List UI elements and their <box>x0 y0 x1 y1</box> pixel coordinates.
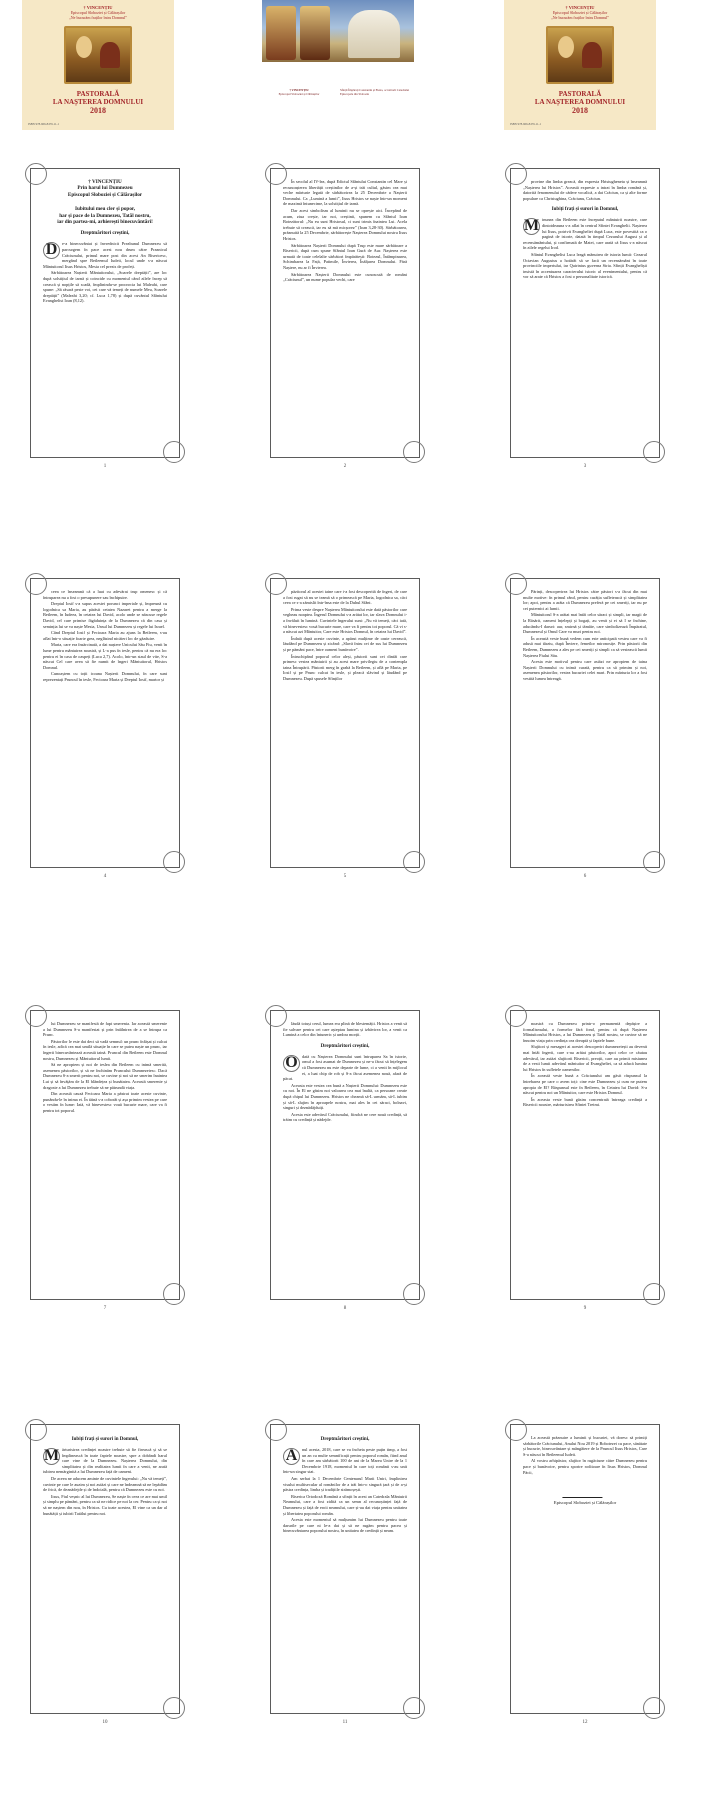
paragraph: Păstorilor le este dat deci să vadă semnul: un prunc înfășat și culcat în iesle, adică cea mai umilă situație în care se putea naște un prunc, iar îngerii binecuvântează această taină. Pruncul din Betleem este Domnul nostru, Dumnezeu și Mântuitorul lumii. <box>43 1038 167 1061</box>
paragraph: Îndată după aceste cuvinte, a apărut mulțime de oaste cerească, lăudând pe Dumnezeu și zicând: „Slavă întru cei de sus lui Dumnezeu și pe pământ pace, între oameni bunăvoire”. <box>283 635 407 652</box>
page-number: 3 <box>583 464 587 469</box>
page-6[interactable] <box>510 578 660 879</box>
page-9[interactable] <box>510 1010 660 1311</box>
page-number: 12 <box>582 1720 588 1725</box>
paragraph: provine din limba greacă, din expresia Hristugheneia și înseamnă „Nașterea lui Hristos”. Această expresie a intrat în limba română și, datorită fenomenului de cădere vocalică, a dat Crăciun, ca și alte forme populare ca Christughina, Crăciunu, Crăciun. <box>523 179 647 201</box>
paragraph: Slujitori și mesageri ai acestei descoperiri dumnezeiești au devenit mai întâi îngerii, care s-au arătat păstorilor, apoi celor ce căutau adevărul, iar astăzi slujitorii Bisericii, preoții, care au primit misiunea de a vesti lumii adevărul mântuitor al Evangheliei, ca să aducă lumina lui Hristos în sufletele oamenilor. <box>523 1044 647 1072</box>
paragraph: La această prăznuire a luminii și bucuriei, vă doresc să primiți sărbătorile Crăciunului, Anului Nou 2019 și Bobotezei cu pace, sănătate și bucurie, binecuvântare și mângâiere de la Pruncul Iisus Hristos, Care S-a născut în Betleemul Iudeii. <box>523 1435 647 1457</box>
cover-photo <box>262 0 414 62</box>
cover-isbn: ISBN 978-606-8479-11-1 <box>28 122 59 126</box>
page-5[interactable] <box>270 578 420 879</box>
page-11[interactable] <box>270 1424 420 1725</box>
paragraph: păzitorul al acestei taine care i-a fost descoperită de îngeri, de care a fost rugat să nu se teamă să o primească pe Maria, logodnica sa, căci ceea ce s-a zămislit într-însa este de la Duhul Sfânt. <box>283 589 407 606</box>
paragraph: Acesta este motivul pentru care astăzi ne apropiem de taina Nașterii Domnului cu inimă curată, pentru ca să primim și noi, asemenea păstorilor, vestea bucuriei celei mari. Prin mărturia lor a fost vestită lumea întreagă. <box>523 659 647 681</box>
saint-icon <box>266 6 296 60</box>
paragraph: ărturisirea credinței noastre trebuie să fie firească și să se împlinească în toate faptele noastre, spre a dobândi harul care vine de la Dumnezeu. Nașterea Domnului, din simplitatea și din realitatea lumii în care a venit, ne arată iubirea nemărginită a lui Dumnezeu față de oameni. <box>43 1447 167 1475</box>
front-cover[interactable] <box>22 0 174 130</box>
paragraph: Sărbătoarea Nașterii Domnului este cunoscută de români „Crăciunul”, un nume popular vechi, care <box>283 271 407 283</box>
signature-title: Episcopul Sloboziei și Călărașilor <box>553 1500 617 1506</box>
paragraph: De aceea ne aducem aminte de cuvintele îngerului: „Nu vă temeți”, cuvinte pe care le auzim și noi astăzi și care ne îndeamnă să ne lepădăm de frică, de deznădejde și de îndoială, pentru că Dumnezeu este cu noi. <box>43 1475 167 1493</box>
paragraph: Sărbătoarea Nașterii Mântuitorului, „Soarele dreptății”, are loc după solstițiul de iarnă și coincide cu momentul când zilele încep să crească și nopțile să scadă, împlinindu-se proorocia lui Maleahi, care spune: „Să răsară peste voi, cei care vă temeți de numele Meu, Soarele dreptății” (Maleahi 3,20; cf. Luca 1,78) și după cuvântul Sfântului Evanghelist Ioan (8,12). <box>43 270 167 304</box>
paragraph: inunea din Betleem este începutul mântuirii noastre, care dintotdeauna s-a aflat în centrul Sfintei Evanghelii. Nașterea lui Iisus, potrivit Evangheliei după Luca, este povestită ca o pagină de istorie, datată în timpul Cezarului August și al recensământului, și confirmată de Matei, care arată că Iisus s-a născut în zilele regelui Irod. <box>523 217 647 251</box>
paragraph: Dreptul Iosif s-a supus acestei porunci imperiale și, împreună cu logodnica sa Maria, au părăsit cetatea Nazaret pentru a merge la Betleem, în Iudeea, în cetatea lui David, acolo unde se născuse regele David, cel care primise făgăduința de la Dumnezeu că din casa și seminția lui se va naște Mesia, Unsul lui Dumnezeu și regele lui Israel. <box>43 601 167 629</box>
paragraph: Să ne apropiem și noi de ieslea din Betleem cu inimă smerită, asemenea păstorilor, și să ne închinăm Pruncului Dumnezeiesc. Dacă Dumnezeu S-a smerit pentru noi, se cuvine și noi să ne smerim înaintea Lui și să învățăm de la El blândețea și bunătatea. Această smerenie și dragoste a lui Dumnezeu trebuie să ne pătrundă viața. <box>43 1062 167 1090</box>
back-cover-caption-right: Sfinții Împărați Constantin și Elena, ocrotitorii Catedralei Episcopale din Slobozia <box>340 88 410 96</box>
paragraph: Părinți, descoperirea lui Hristos către păstori s-a făcut din mai multe motive: în primul rând, pentru curăția sufletească și simplitatea lor; apoi, pentru a arăta că Dumnezeu preferă pe cei smeriți, iar nu pe cei puternici ai lumii. <box>523 589 647 611</box>
paragraph: lui Dumnezeu se manifestă de fapt smerenia. Iar această smerenie a lui Dumnezeu S-a manifestat și prin întâlnirea de a se întrupa ca Prunc. <box>43 1021 167 1038</box>
cover-year: 2018 <box>572 106 588 115</box>
paragraph: În aceasta veste bună găsim concentrată întreaga credință a Bisericii noastre, mărturisirea Sfintei Treimi. <box>523 1096 647 1108</box>
cover-publisher: † VINCENȚIU Episcopul Sloboziei și Călărașilor „Ne bucurăm fraților întru Domnul” <box>69 5 127 20</box>
page-number: 10 <box>102 1720 108 1725</box>
section-title: Dreptmăritori creștini, <box>320 1437 370 1442</box>
page-number: 9 <box>583 1306 587 1311</box>
drop-cap: O <box>283 1055 300 1072</box>
cover-isbn: ISBN 978-606-8479-11-1 <box>510 122 541 126</box>
page-8[interactable] <box>270 1010 420 1311</box>
cover-title: PASTORALĂ LA NAȘTEREA DOMNULUI <box>534 90 626 106</box>
letter-header: † VINCENȚIU Prin harul lui Dumnezeu Episcopul Sloboziei și Călărașilor <box>67 179 143 198</box>
paragraph: Sfântul Evanghelist Luca leagă mânuirea de istoria lumii: Cezarul Octavian Augustus a hotărât să se facă un recensământ în toate provinciile imperiului, iar Quirinius guverna Siria. Sfinții Evangheliști insistă în accentuarea caracterului istoric al evenimentului, pentru că vor să arate că Hristos a fost o personalitate istorică. <box>523 251 647 280</box>
paragraph: Când Dreptul Iosif și Fecioara Maria au ajuns la Betleem, s-au aflat într-o situație foarte grea, neglăsind nicăieri loc de găzduire. <box>43 630 167 641</box>
paragraph: Din această cauză Fecioara Maria a păstrat toate aceste cuvinte, punându-le în inima ei. În tăină s-a coborât și așa primim vestea pe care o vestim în lume: Iată, vă binevestesc vouă bucurie mare, care va fi pentru tot poporul. <box>43 1091 167 1113</box>
cover-year: 2018 <box>90 106 106 115</box>
page-10[interactable] <box>30 1424 180 1725</box>
page-2[interactable] <box>270 168 420 469</box>
drop-cap: M <box>44 1447 60 1464</box>
paragraph: Sărbătoarea Nașterii Domnului după Trup este mare sărbătoare a Bisericii, după cum spune Sfântul Ioan Gură de Aur. Nașterea este urmată de toate celelalte sărbători împărătești: Botezul, Întâmpinarea, Schimbarea la Față, Patimile, Învierea, Înălțarea Domnului. Fără Naștere, nu ar fi Învierea. <box>283 242 407 270</box>
paragraph: nul acesta, 2018, care se va încheia peste puțin timp, a fost un an cu multe semnificații pentru poporul român, fiind anul în care am sărbătorit 100 de ani de la Marea Unire de la 1 Decembrie 1918, momentul în care toți românii s-au unit într-un singur stat. <box>283 1447 407 1475</box>
paragraph: Întruchipând poporul celor aleși, păstorii sunt cei dintâi care primesc vestea mântuirii și au acest mare privilegiu de a contempla taina Întrupării. Păstorii merg în grabă la Betleem, și află pe Maria, pe Iosif și pe Prunc culcat în iesle, și pleacă slăvind și lăudând pe Dumnezeu. După spusele Sfinților <box>283 653 407 681</box>
paragraph: noastră cu Dumnezeu printr-o permanentă depășire a formalismului, a formelor fără fond, pentru că după Nașterea Mântuitorului Hristos, a lui Dumnezeu și Tatăl nostru, se cuvine să ne înnoim viața prin credința cea dreaptă și faptele bune. <box>523 1021 647 1043</box>
cover-publisher: † VINCENȚIU Episcopul Sloboziei și Călărașilor „Ne bucurăm fraților întru Domnul” <box>551 5 609 20</box>
page-number: 6 <box>583 874 587 879</box>
page-12[interactable] <box>510 1424 660 1725</box>
paragraph: Iisus, Fiul veșnic al lui Dumnezeu, Se naște în ceea ce are mai umil și simplu pe pământ, pentru ca să ne ridice pe noi la cer. Pentru ca și noi să ne naștem din nou, în Hristos. Cu toate acestea, El vine ca un dar al bunătății și iubirii Tatălui pentru noi. <box>43 1493 167 1516</box>
paragraph: e-a binecuvântat și învrednicit Preabunul Dumnezeu să parcurgem în pace acest nou drum către Praznicul Crăciunului, primul mare post din acest An Bisericesc, mergând spre Betleemul Iudeii, locul unde s-a născut Mântuitorul Iisus Hristos, Mesia cel prezis de profeți. <box>43 241 167 269</box>
paragraph: Dar acest simbolism al luminii nu se oprește aici. Începând de acum, ziua crește, iar noi, creștinii, spunem cu Sfântul Ioan Botezătorul: „Nu eu sunt Hristosul, ci sunt trimis înaintea Lui. Acela trebuie să crească, iar eu să mă micșorez” (Ioan 3,28-30). Sărbătoarea, prăznuită la 25 Decembrie, sărbătorește Nașterea Domnului nostru Iisus Hristos. <box>283 207 407 241</box>
paragraph: Mântuitorul S-a arătat mai întâi celor săraci și simpli, iar magii de la Răsărit, oameni înțelepți și bogați, au venit și ei să I se închine, aducându-I daruri: aur, smirnă și tămâie, care simbolizează Împăratul, Dumnezeul și Omul Care va muri pentru noi. <box>523 612 647 635</box>
page-number: 2 <box>343 464 347 469</box>
section-title: Iubiți frați și surori în Domnul, <box>551 207 619 213</box>
paragraph: Biserica Ortodoxă Română a sfințit în acest an Catedrala Mântuirii Neamului, care a fost zidită ca un semn al recunoștinței față de Dumnezeu și față de eroii neamului, care și-au dat viața pentru unitatea și libertatea poporului român. <box>283 1493 407 1516</box>
paragraph: Maria, care era însărcinată, a dat naștere Unicului Său Fiu, venit în lume pentru mântuirea noastră, și L-a pus în iesle, pentru că nu era loc pentru ei în casa de oaspeți (Luca 2,7). Acolo, într-un staul de vite, S-a născut Cel care avea să fie numit de îngeri Mântuitorul, Hristos Domnul. <box>43 642 167 670</box>
front-cover-repeat[interactable] <box>504 0 656 130</box>
page-number: 11 <box>342 1720 348 1725</box>
paragraph: Acesta este adevărul Crăciunului, fiindcă ne cere nouă credință, să trăim cu credință și nădejde. <box>283 1111 407 1123</box>
signature-mark <box>562 1483 607 1498</box>
back-cover[interactable] <box>262 0 414 130</box>
page-7[interactable] <box>30 1010 180 1311</box>
section-title: Dreptmăritori creștini, <box>320 1043 370 1049</box>
page-number: 4 <box>103 874 107 879</box>
page-number: 7 <box>103 1306 107 1311</box>
page-4[interactable] <box>30 578 180 879</box>
paragraph: În această veste bună vedem cum este anticipată vestea care va fi adusă mai târziu, după Înviere, femeilor mironosițe. Prin păstorii din Betleem, Dumnezeu a ales pe cei smeriți și simpli ca să vestească lumii Nașterea Fiului Său. <box>523 635 647 658</box>
drop-cap: M <box>524 217 540 235</box>
section-title: Iubiți frați și surori în Domnul, <box>71 1437 139 1442</box>
drop-cap: D <box>43 242 60 259</box>
paragraph: În această veste bună a Crăciunului am găsit răspunsul la întrebarea pe care o avem toți: cine este Dumnezeu și cum ne putem apropia de El? Răspunsul este în Betleem, în Cetatea lui David: S-a născut pentru noi un Mântuitor, care este Hristos Domnul. <box>523 1073 647 1096</box>
paragraph: În secolul al IV-lea, după Edictul Sfântului Constantin cel Mare și recunoașterea libertății creștinilor de a-și trăi cultul, găsim cea mai veche mărturie legată de sărbătorirea la 25 Decembrie a Nașterii Domnului. Ca „Lumină a lumii”, Iisus Hristos se naște într-un moment de maximă întunecime, la solstițiul de iarnă. <box>283 179 407 207</box>
paragraph: Aceasta este vestea cea bună a Nașterii Domnului: Dumnezeu este cu noi. În El ne găsim noi valoarea cea mai înaltă, ca persoane create după chipul lui Dumnezeu. Hristos ne cheamă să-L urmăm, să-L iubim și să-L slujim în aproapele nostru, mai ales în cei săraci, bolnavi, singuri și deznădăjduiți. <box>283 1082 407 1111</box>
drop-cap: A <box>283 1448 300 1465</box>
section-title: Dreptmăritori creștini, <box>80 231 130 237</box>
cover-title: PASTORALĂ LA NAȘTEREA DOMNULUI <box>52 90 144 106</box>
nativity-icon <box>64 26 132 84</box>
page-number: 8 <box>343 1306 347 1311</box>
cathedral-image <box>348 10 400 58</box>
paragraph: Acesta este momentul să mulțumim lui Dumnezeu pentru toate darurile pe care ni le-a dat și să ne rugăm pentru pacea și binecuvântarea poporului nostru, în unitatea de credință și neam. <box>283 1517 407 1534</box>
paragraph: Am serbat la 1 Decembrie Centenarul Marii Uniri, împlinirea visului multisecular al românilor de a trăi într-o singură țară și de a-și păstra credința, limba și tradițiile strămoșești. <box>283 1475 407 1493</box>
paragraph: Prima veste despre Nașterea Mântuitorului este dată păstorilor care vegheau noaptea. Îngerul Domnului s-a arătat lor, iar slava Domnului i-a învăluit în lumină. Cuvintele îngerului sunt: „Nu vă temeți, căci iată, vă binevestesc vouă bucurie mare, care va fi pentru tot poporul. Că vi s-a născut azi Mântuitor, Care este Hristos Domnul, în cetatea lui David”. <box>283 606 407 635</box>
page-number: 1 <box>103 464 107 469</box>
nativity-icon <box>546 26 614 84</box>
page-number: 5 <box>343 874 347 879</box>
paragraph: Al vostru arhipăstor, slujitor în rugăciune către Dumnezeu pentru pace și bunăvoire, pentru sporire roditoare în Iisus Hristos, Domnul Păcii, <box>523 1458 647 1475</box>
page-3[interactable] <box>510 168 660 469</box>
paragraph: Cunoaștem cu toții icoana Nașterii Domnului, în care sunt reprezentați Pruncul în iesle, Fecioara Maria și Dreptul Iosif, martor și <box>43 671 167 682</box>
paragraph: dată cu Nașterea Domnului sunt întruparea Sa în istorie, omul a fost asumat de Dumnezeu și ne-a făcut să înțelegem că Dumnezeu nu este departe de lume, ci a venit în mijlocul ei, a luat chip de rob și S-a făcut asemenea nouă, afară de păcat. <box>283 1053 407 1082</box>
back-cover-caption-left: † VINCENȚIU Episcopul Sloboziei și Călărașilor <box>278 88 320 96</box>
paragraph: ceea ce înseamnă că a luat cu adevărat trup omenesc și că întruparea nu a fost o presupunere sau închipuire. <box>43 589 167 600</box>
saint-icon <box>300 6 330 60</box>
page-1[interactable] <box>30 168 180 469</box>
paragraph: lăudă totuși cerul, lumea era plină de blestemății. Hristos a venit să fie salvare pentru cei care așteptau lumina și izbăvirea lor, a venit ca Lumină a celor din întuneric și umbra morții. <box>283 1021 407 1038</box>
greeting: Iubitului meu cler și popor, har și pace de la Dumnezeu, Tatăl nostru, iar din partea-mi, arhierești binecuvântări! <box>57 206 153 226</box>
